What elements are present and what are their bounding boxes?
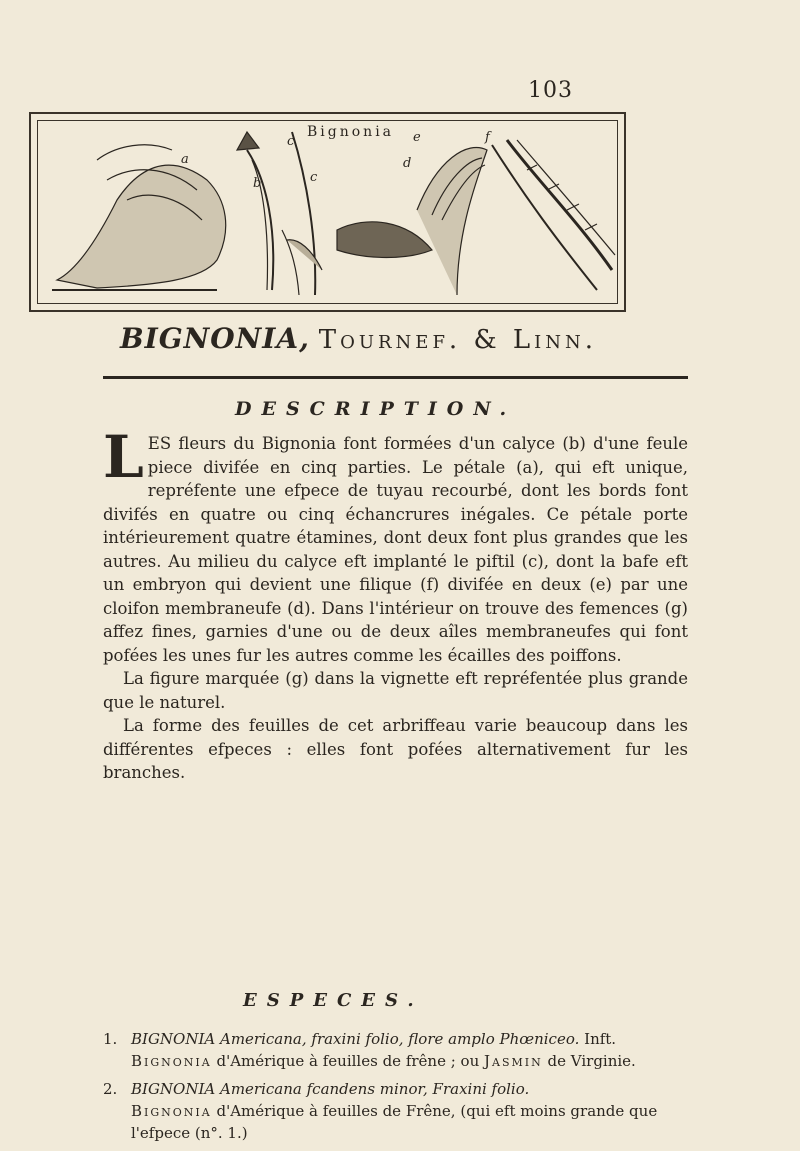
page-title	[120, 322, 680, 355]
figure-letter-d: d	[403, 156, 412, 171]
species-item	[103, 1028, 703, 1072]
drop-cap: L	[103, 423, 144, 491]
figure-letter-e: e	[413, 130, 421, 145]
species-common-line	[103, 1050, 703, 1072]
species-common-name-2: Jasmin	[484, 1052, 543, 1070]
species-common-text-2: de Virginie.	[547, 1052, 636, 1070]
description-paragraph-1: ES fleurs du Bignonia font formées d'un calyce (b) d'une feule piece divifée en cinq parties. Le pétale (a), qui eft unique, repréfente une efpece de tuyau recourbé, dont les bords font divifés en quatre ou cinq échancrures inégales. Ce pétale porte intérieurement quatre étamines, dont deux font plus grandes que les autres. Au milieu du calyce eft implanté le piftil (c), dont la bafe eft un embryon qui devient une filique (f) divifée en deux (e) par une cloifon membraneufe (d). Dans l'intérieur on trouve des femences (g) affez fines, garnies d'une ou de deux aîles membraneufes qui font pofées les unes fur les autres comme les écailles des poiffons.	[103, 434, 688, 665]
description-paragraph-2: La figure marquée (g) dans la vignette eft repréfentée plus grande que le naturel.	[103, 669, 688, 712]
species-common-name: Bignonia	[131, 1102, 212, 1120]
species-list	[103, 1028, 703, 1150]
species-latin-name: BIGNONIA Americana fcandens minor, Fraxini folio.	[131, 1080, 530, 1098]
description-body	[103, 423, 688, 785]
species-number: 1.	[103, 1030, 118, 1048]
figure-letter-c: c	[310, 170, 318, 185]
title-authors: Tournef. & Linn.	[318, 325, 598, 355]
figure-letter-f: f	[485, 130, 490, 145]
species-common-text: d'Amérique à feuilles de frêne ; ou	[216, 1052, 480, 1070]
botanical-plate	[29, 112, 626, 312]
description-paragraph-3: La forme des feuilles de cet arbriffeau varie beaucoup dans les différentes efpeces : elles font pofées alternativement fur les branches.	[103, 716, 688, 782]
page-number: 103	[528, 78, 573, 103]
species-source: Inft.	[584, 1030, 617, 1048]
description-heading: DESCRIPTION.	[235, 398, 517, 420]
species-common-text: d'Amérique à feuilles de Frêne, (qui eft moins grande que l'efpece (n°. 1.)	[131, 1102, 658, 1142]
figure-letter-b: b	[253, 176, 262, 191]
plate-engraving	[37, 120, 618, 304]
species-number: 2.	[103, 1080, 118, 1098]
title-divider	[103, 376, 688, 379]
species-heading: ESPECES.	[243, 990, 424, 1011]
plate-title: Bignonia	[307, 124, 395, 140]
species-common-line	[103, 1100, 703, 1144]
species-common-name: Bignonia	[131, 1052, 212, 1070]
species-item	[103, 1078, 703, 1144]
title-genus: BIGNONIA,	[120, 322, 310, 355]
figure-letter-a: a	[181, 152, 189, 167]
figure-letter-c-top: c	[287, 134, 295, 149]
species-latin-name: BIGNONIA Americana, fraxini folio, flore amplo Phœniceo.	[131, 1030, 580, 1048]
